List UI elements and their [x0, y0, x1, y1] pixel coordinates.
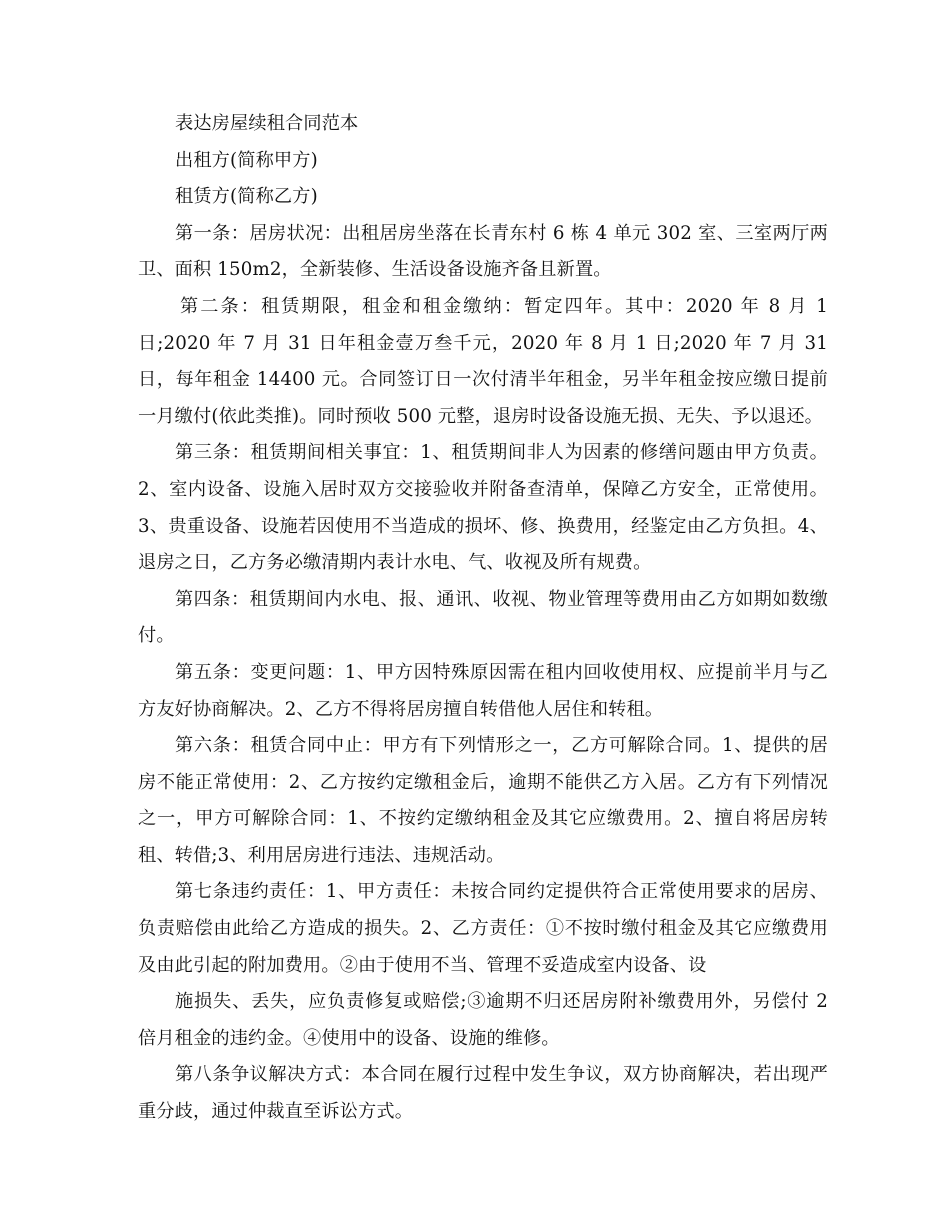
clause-7: 第七条违约责任：1、甲方责任：未按合同约定提供符合正常使用要求的居房、负责赔偿由此给乙方造成的损失。2、乙方责任：①不按时缴付租金及其它应缴费用及由此引起的附加费用。②由于使用不当、管理不妥造成室内设备、设 — [138, 881, 828, 976]
clause-1: 第一条：居房状况：出租居房坐落在长青东村 6 栋 4 单元 302 室、三室两厅两卫、面积 150m2，全新装修、生活设备设施齐备且新置。 — [138, 222, 828, 281]
clause-3: 第三条：租赁期间相关事宜：1、租赁期间非人为因素的修缮问题由甲方负责。2、室内设备、设施入居时双方交接验收并附备查清单，保障乙方安全，正常使用。3、贵重设备、设施若因使用不当造成的损坏、修、换费用，经鉴定由乙方负担。4、退房之日，乙方务必缴清期内表计水电、气、收视及所有规费。 — [138, 442, 828, 574]
clause-7-continued: 施损失、丢失，应负责修复或赔偿;③逾期不归还居房附补缴费用外，另偿付 2 倍月租金的违约金。④使用中的设备、设施的维修。 — [138, 991, 828, 1049]
document-body — [138, 106, 828, 1131]
lessor-line: 出租方(简称甲方) — [175, 149, 318, 171]
clause-2: 第二条：租赁期限，租金和租金缴纳：暂定四年。其中：2020 年 8 月 1 日;2020 年 7 月 31 日年租金壹万叁千元，2020 年 8 月 1 日;2020 年 7 月 31 日，每年租金 14400 元。合同签订日一次付清半年租金，另半年租金按应缴日提前一月缴付(依此类推)。同时预收 500 元整，退房时设备设施无损、无失、予以退还。 — [138, 295, 828, 427]
clause-5: 第五条：变更问题：1、甲方因特殊原因需在租内回收使用权、应提前半月与乙方友好协商解决。2、乙方不得将居房擅自转借他人居住和转租。 — [138, 661, 828, 720]
clause-4: 第四条：租赁期间内水电、报、通讯、收视、物业管理等费用由乙方如期如数缴付。 — [138, 588, 828, 647]
clause-8: 第八条争议解决方式：本合同在履行过程中发生争议，双方协商解决，若出现严重分歧，通过仲裁直至诉讼方式。 — [138, 1064, 828, 1123]
lessee-line: 租赁方(简称乙方) — [175, 186, 318, 208]
clause-6: 第六条：租赁合同中止：甲方有下列情形之一，乙方可解除合同。1、提供的居房不能正常使用：2、乙方按约定缴租金后，逾期不能供乙方入居。乙方有下列情况之一，甲方可解除合同：1、不按约定缴纳租金及其它应缴费用。2、擅自将居房转租、转借;3、利用居房进行违法、违规活动。 — [138, 735, 828, 866]
document-title: 表达房屋续租合同范本 — [175, 113, 359, 134]
